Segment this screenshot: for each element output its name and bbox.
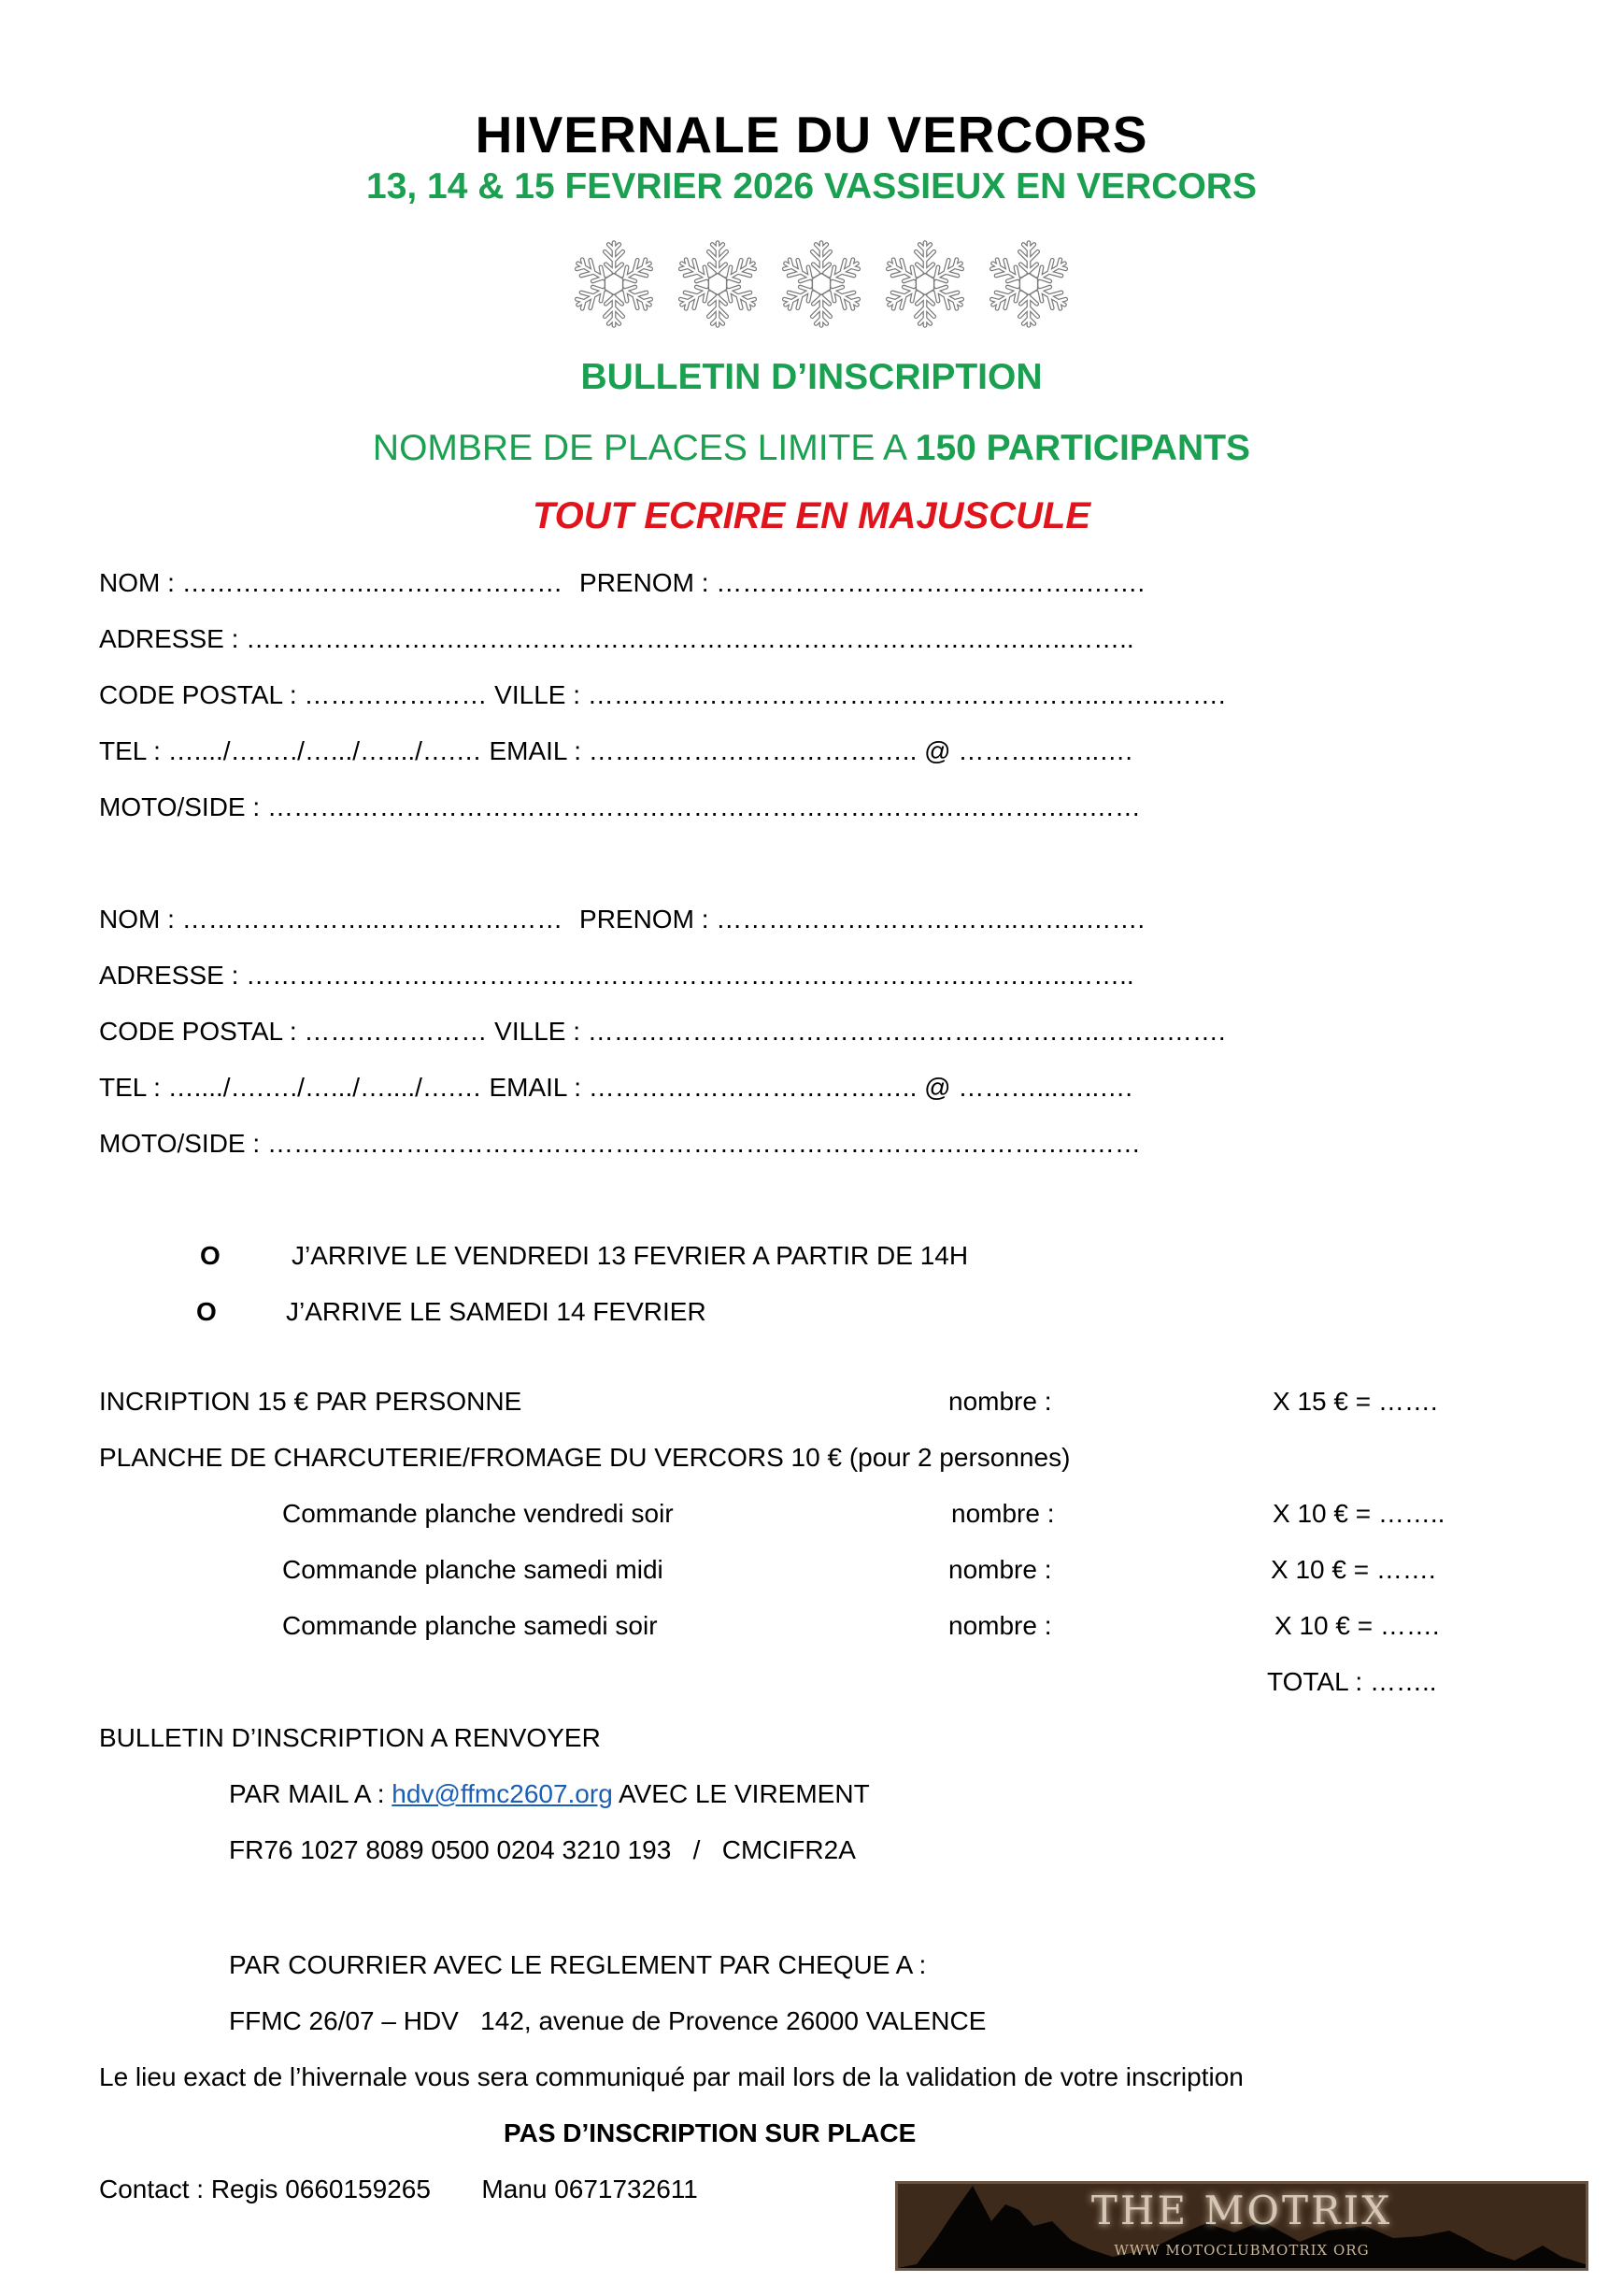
email-label: EMAIL : <box>489 1073 582 1102</box>
no-onsite-notice: PAS D’INSCRIPTION SUR PLACE <box>504 2118 917 2147</box>
adresse-row <box>99 961 1134 991</box>
inscription-calc[interactable]: X 15 € = ……. <box>1273 1387 1438 1416</box>
places-limit <box>0 428 1623 469</box>
cp-ville-row <box>99 680 1226 710</box>
event-dates-location: 13, 14 & 15 FEVRIER 2026 VASSIEUX EN VERCORS <box>366 166 1257 207</box>
bulletin-heading: BULLETIN D’INSCRIPTION <box>580 357 1043 397</box>
order-nombre-vendredi-soir[interactable]: nombre : <box>951 1499 1055 1528</box>
event-title: HIVERNALE DU VERCORS <box>475 106 1148 164</box>
email-label: EMAIL : <box>489 736 582 765</box>
moto-label: MOTO/SIDE : <box>99 1129 261 1158</box>
cp-label: CODE POSTAL : <box>99 680 297 709</box>
nom-row <box>99 905 1145 934</box>
inscription-label: INCRIPTION 15 € PAR PERSONNE <box>99 1387 522 1416</box>
motrix-logo <box>895 2181 1588 2271</box>
total-field[interactable]: TOTAL : …….. <box>1267 1667 1437 1696</box>
tel-field[interactable]: …..../….…./….../…..../….… <box>167 736 482 765</box>
moto-label: MOTO/SIDE : <box>99 792 261 821</box>
cp-field[interactable]: ………………… <box>304 1017 488 1046</box>
nom-field[interactable]: …………………..………………… <box>181 568 563 597</box>
order-label-samedi-midi: Commande planche samedi midi <box>282 1555 663 1584</box>
nom-field[interactable]: …………………..………………… <box>181 905 563 934</box>
iban-line: FR76 1027 8089 0500 0204 3210 193 / CMCIFR2A <box>229 1835 856 1864</box>
snowflake-icon <box>563 232 664 336</box>
nom-label: NOM : <box>99 905 175 934</box>
email-link[interactable]: hdv@ffmc2607.org <box>392 1779 613 1808</box>
nom-label: NOM : <box>99 568 175 597</box>
order-calc-samedi-midi[interactable]: X 10 € = ……. <box>1271 1555 1436 1584</box>
planche-header: PLANCHE DE CHARCUTERIE/FROMAGE DU VERCORS 10 € (pour 2 personnes) <box>99 1443 1071 1472</box>
at-sign: @ <box>924 736 951 765</box>
email-domain-field[interactable]: ………...…..…. <box>958 736 1133 765</box>
order-nombre-samedi-soir[interactable]: nombre : <box>948 1611 1052 1640</box>
places-count: 150 PARTICIPANTS <box>915 428 1251 468</box>
order-label-vendredi-soir: Commande planche vendredi soir <box>282 1499 674 1528</box>
email-field[interactable]: ……………………………….. <box>588 1073 918 1102</box>
return-heading: BULLETIN D’INSCRIPTION A RENVOYER <box>99 1723 601 1752</box>
ville-field[interactable]: …………………………………………………..……..……. <box>587 1017 1226 1046</box>
arrival-checkbox-saturday[interactable]: O <box>196 1297 217 1326</box>
snowflake-icon <box>875 232 975 336</box>
arrival-label-friday: J’ARRIVE LE VENDREDI 13 FEVRIER A PARTIR DE 14H <box>292 1241 969 1270</box>
arrival-checkbox-friday[interactable]: O <box>200 1241 221 1270</box>
snowflake-icon <box>771 232 872 336</box>
tel-field[interactable]: …..../….…./….../…..../….… <box>167 1073 482 1102</box>
tel-email-row <box>99 1073 1132 1103</box>
snowflake-row <box>563 232 1079 336</box>
adresse-row <box>99 624 1134 654</box>
contact-line: Contact : Regis 0660159265 Manu 0671732611 <box>99 2175 698 2203</box>
cp-field[interactable]: ………………… <box>304 680 488 709</box>
tel-email-row <box>99 736 1132 766</box>
courrier-line: PAR COURRIER AVEC LE REGLEMENT PAR CHEQUE A : <box>229 1950 927 1979</box>
order-calc-vendredi-soir[interactable]: X 10 € = …….. <box>1273 1499 1445 1528</box>
lieu-note: Le lieu exact de l’hivernale vous sera communiqué par mail lors de la validation de votre inscription <box>99 2062 1244 2091</box>
moto-field[interactable]: ……….…………………………………………………………….……….…..…… <box>266 1129 1141 1158</box>
order-label-samedi-soir: Commande planche samedi soir <box>282 1611 658 1640</box>
mail-prefix: PAR MAIL A : <box>229 1779 392 1808</box>
ville-label: VILLE : <box>494 1017 581 1046</box>
mail-suffix: AVEC LE VIREMENT <box>612 1779 870 1808</box>
cp-ville-row <box>99 1017 1226 1047</box>
snowflake-icon <box>667 232 768 336</box>
tel-label: TEL : <box>99 736 161 765</box>
moto-row <box>99 792 1141 822</box>
adresse-label: ADRESSE : <box>99 624 239 653</box>
at-sign: @ <box>924 1073 951 1102</box>
prenom-field[interactable]: ……………………………..……..……. <box>716 905 1146 934</box>
snowflake-icon <box>978 232 1079 336</box>
logo-url: WWW MOTOCLUBMOTRIX ORG <box>1114 2242 1370 2259</box>
ville-label: VILLE : <box>494 680 581 709</box>
order-nombre-samedi-midi[interactable]: nombre : <box>948 1555 1052 1584</box>
logo-brand: THE MOTRIX <box>1090 2188 1393 2233</box>
ville-field[interactable]: …………………………………………………..……..……. <box>587 680 1226 709</box>
tel-label: TEL : <box>99 1073 161 1102</box>
arrival-label-saturday: J’ARRIVE LE SAMEDI 14 FEVRIER <box>286 1297 706 1326</box>
mail-line <box>229 1779 870 1809</box>
adresse-field[interactable]: …………………….………………………………………………….…….…..…….. <box>246 961 1134 990</box>
email-field[interactable]: ……………………………….. <box>588 736 918 765</box>
prenom-label: PRENOM : <box>579 568 709 597</box>
uppercase-notice: TOUT ECRIRE EN MAJUSCULE <box>532 495 1091 536</box>
postal-address: FFMC 26/07 – HDV 142, avenue de Provence 26000 VALENCE <box>229 2006 987 2035</box>
prenom-label: PRENOM : <box>579 905 709 934</box>
nom-row <box>99 568 1145 598</box>
prenom-field[interactable]: ……………………………..……..……. <box>716 568 1146 597</box>
inscription-nombre[interactable]: nombre : <box>948 1387 1052 1416</box>
order-calc-samedi-soir[interactable]: X 10 € = ……. <box>1274 1611 1440 1640</box>
email-domain-field[interactable]: ………...…..…. <box>958 1073 1133 1102</box>
moto-row <box>99 1129 1141 1159</box>
cp-label: CODE POSTAL : <box>99 1017 297 1046</box>
places-prefix: NOMBRE DE PLACES LIMITE A <box>372 428 916 468</box>
adresse-field[interactable]: …………………….………………………………………………….…….…..…….. <box>246 624 1134 653</box>
moto-field[interactable]: ……….…………………………………………………………….……….…..…… <box>266 792 1141 821</box>
adresse-label: ADRESSE : <box>99 961 239 990</box>
